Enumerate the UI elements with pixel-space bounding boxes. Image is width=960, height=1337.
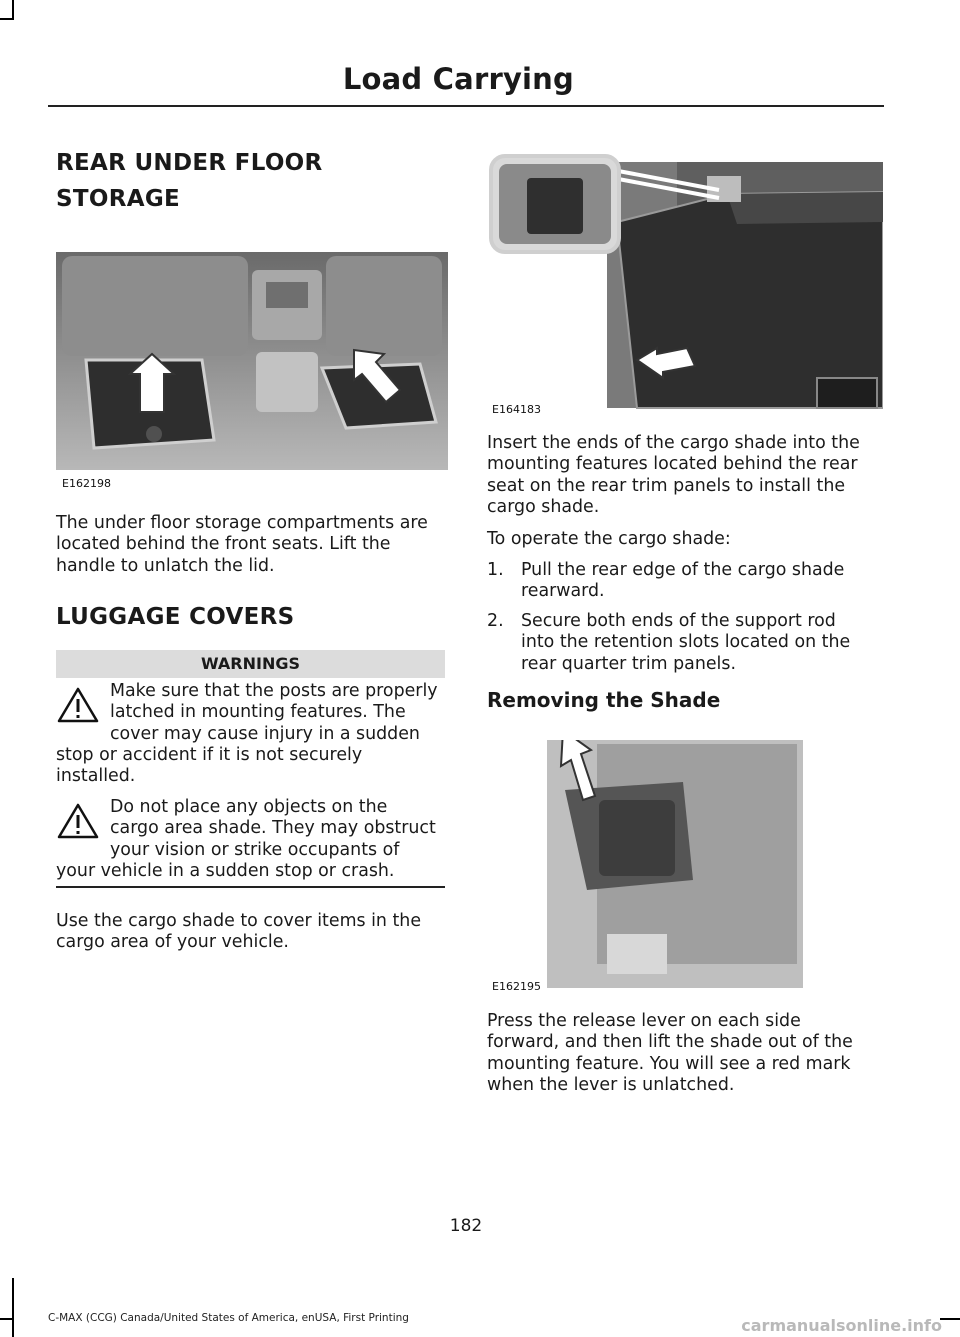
- edition-footer: C-MAX (CCG) Canada/United States of America, enUSA, First Printing: [48, 1312, 409, 1324]
- text-line: your vision or strike occupants of: [110, 839, 400, 860]
- text-line: mounting features located behind the rear: [487, 454, 858, 475]
- figure-id: E162198: [62, 477, 111, 490]
- warning-triangle-icon: [56, 802, 100, 840]
- text-line: cover may cause injury in a sudden: [110, 723, 420, 744]
- release-lever-illustration: [487, 730, 803, 992]
- warnings-header: WARNINGS: [56, 650, 445, 678]
- text-line: seat on the rear trim panels to install the: [487, 475, 846, 496]
- under-floor-storage-illustration: [56, 252, 448, 492]
- step-number: 2.: [487, 611, 504, 631]
- text-line: into the retention slots located on the: [521, 632, 851, 653]
- section-title-rear-under-floor-storage: [56, 148, 323, 214]
- text-line: rearward.: [521, 581, 605, 602]
- text-line: The under floor storage compartments are: [56, 513, 428, 533]
- paragraph-cargo-shade: [56, 911, 421, 954]
- figure-release-lever: [487, 730, 803, 992]
- text-line: Secure both ends of the support rod: [521, 611, 836, 631]
- text-line: installed.: [56, 766, 136, 787]
- text-line: handle to unlatch the lid.: [56, 555, 275, 576]
- crop-mark: [0, 18, 14, 20]
- text-line: Use the cargo shade to cover items in the: [56, 911, 422, 931]
- crop-mark: [12, 0, 14, 20]
- page-header-title: Load Carrying: [342, 62, 574, 96]
- section-title-line: REAR UNDER FLOOR: [56, 150, 323, 176]
- figure-cargo-shade: [487, 152, 883, 412]
- section-title-line: STORAGE: [56, 186, 181, 212]
- section-title-luggage-covers: LUGGAGE COVERS: [56, 604, 295, 630]
- text-line: rear quarter trim panels.: [521, 653, 736, 674]
- step-text: [521, 611, 850, 675]
- text-line: Make sure that the posts are properly: [110, 681, 438, 701]
- warning-text-continued: [56, 745, 362, 788]
- paragraph-remove-shade: [487, 1011, 853, 1097]
- crop-mark: [0, 1318, 14, 1320]
- warning-text: [110, 797, 436, 861]
- warning-text-continued: [56, 861, 394, 882]
- text-line: forward, and then lift the shade out of the: [487, 1032, 853, 1053]
- subheading-removing-shade: Removing the Shade: [487, 688, 721, 712]
- text-line: Do not place any objects on the: [110, 797, 388, 817]
- text-line: cargo area shade. They may obstruct: [110, 818, 436, 839]
- paragraph-operate-shade: To operate the cargo shade:: [487, 529, 731, 549]
- crop-mark: [12, 1278, 14, 1337]
- warning-triangle-icon: [56, 686, 100, 724]
- warnings-rule: [56, 886, 445, 888]
- text-line: Press the release lever on each side: [487, 1011, 801, 1031]
- watermark: carmanualsonline.info: [741, 1316, 942, 1335]
- figure-id: E162195: [492, 980, 541, 993]
- figure-id: E164183: [492, 403, 541, 416]
- paragraph-under-floor: [56, 513, 428, 577]
- text-line: when the lever is unlatched.: [487, 1075, 735, 1096]
- text-line: mounting feature. You will see a red mark: [487, 1053, 851, 1074]
- crop-mark: [940, 1318, 960, 1320]
- figure-under-floor-storage: [56, 252, 448, 492]
- text-line: stop or accident if it is not securely: [56, 745, 363, 765]
- text-line: located behind the front seats. Lift the: [56, 534, 391, 555]
- text-line: your vehicle in a sudden stop or crash.: [56, 861, 395, 881]
- paragraph-install-shade: [487, 433, 860, 519]
- cargo-shade-illustration: [487, 152, 883, 412]
- text-line: Pull the rear edge of the cargo shade: [521, 560, 845, 580]
- text-line: latched in mounting features. The: [110, 702, 406, 723]
- step-text: [521, 560, 844, 603]
- text-line: cargo shade.: [487, 497, 600, 518]
- step-number: 1.: [487, 560, 504, 580]
- text-line: Insert the ends of the cargo shade into the: [487, 433, 860, 453]
- warning-text: [110, 681, 438, 745]
- header-rule: [48, 105, 884, 107]
- text-line: cargo area of your vehicle.: [56, 932, 289, 953]
- page-number: 182: [449, 1216, 483, 1236]
